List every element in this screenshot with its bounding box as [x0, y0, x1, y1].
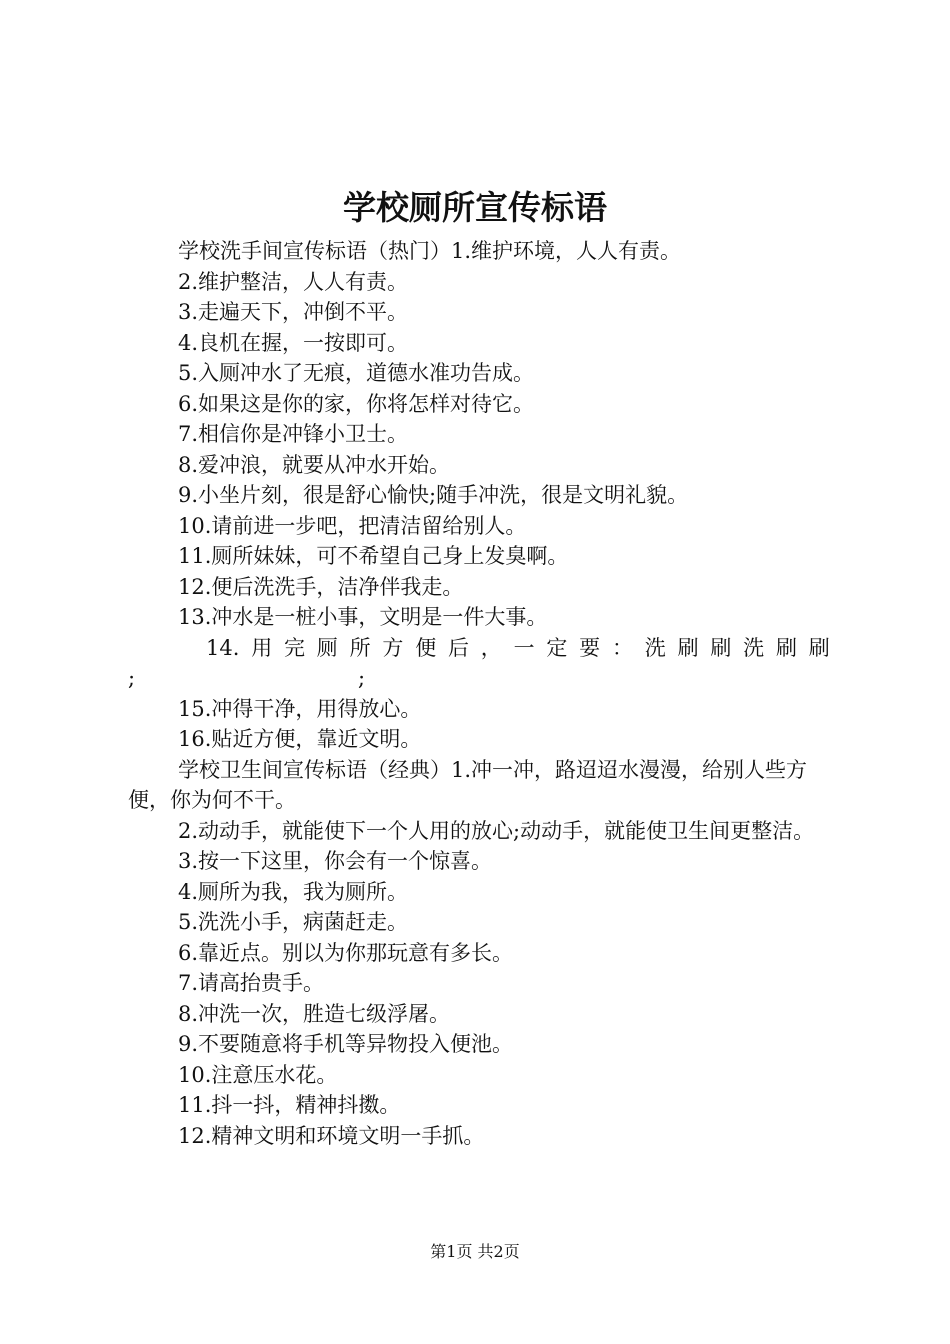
list-item: 4.厕所为我，我为厕所。: [178, 879, 409, 904]
list-item: 3.按一下这里，你会有一个惊喜。: [178, 849, 493, 873]
list-item: 8.冲洗一次，胜造七级浮屠。: [178, 1001, 451, 1026]
item-14-segment: 方: [382, 635, 404, 660]
list-item: 3.走遍天下，冲倒不平。: [178, 300, 409, 324]
item-14-segment: 用: [251, 635, 273, 660]
list-item: 5.入厕冲水了无痕，道德水准功告成。: [178, 361, 535, 385]
list-item: 15.冲得干净，用得放心。: [178, 696, 422, 721]
section1-list: [128, 267, 830, 633]
document-body: [128, 236, 830, 1151]
document-title: 学校厕所宣传标语: [343, 188, 607, 227]
section2-list: [128, 846, 830, 1151]
section1-intro: 学校洗手间宣传标语（热门）1.维护环境，人人有责。: [178, 239, 682, 263]
list-item: 16.贴近方便，靠近文明。: [178, 727, 422, 751]
list-item: 5.洗洗小手，病菌赶走。: [178, 910, 409, 934]
list-item: 8.爱冲浪，就要从冲水开始。: [178, 452, 451, 477]
list-item: 10.注意压水花。: [178, 1062, 338, 1087]
list-item: 12.便后洗洗手，洁净伴我走。: [178, 574, 464, 599]
list-item: 2.维护整洁，人人有责。: [178, 269, 409, 294]
list-item: 9.不要随意将手机等异物投入便池。: [178, 1032, 514, 1056]
list-item: 6.靠近点。别以为你那玩意有多长。: [178, 940, 514, 965]
item-14-segment: 所: [349, 635, 371, 660]
item-14-segment: 完: [284, 635, 305, 660]
item-14-segment: 刷: [710, 635, 732, 660]
list-item: 7.请高抬贵手。: [178, 971, 325, 995]
section1-item-14: [128, 633, 830, 664]
item-14-segment: 刷: [775, 635, 797, 660]
item-14-segment: 后: [447, 635, 469, 660]
item-14-segment: 刷: [677, 635, 699, 660]
list-item: 9.小坐片刻，很是舒心愉快;随手冲洗，很是文明礼貌。: [178, 483, 689, 507]
list-item: 13.冲水是一桩小事，文明是一件大事。: [178, 605, 548, 629]
list-item: 11.抖一抖，精神抖擞。: [178, 1093, 401, 1117]
section2-item-2: 2.动动手，就能使下一个人用的放心;动动手，就能使卫生间更整洁。: [178, 818, 815, 843]
page-footer: 第1页 共2页: [430, 1242, 520, 1261]
item-14-segment: 要: [579, 635, 601, 660]
list-item: 4.良机在握，一按即可。: [178, 330, 409, 355]
item-14-segment: 洗: [644, 635, 666, 660]
item-14-semicolon: ;: [358, 666, 366, 690]
item-14-segment: ：: [611, 635, 633, 660]
item-14-segment: 洗: [743, 635, 765, 660]
section1-list-continued: [128, 694, 830, 755]
list-item: 6.如果这是你的家，你将怎样对待它。: [178, 391, 535, 416]
item-14-semicolon: ;: [128, 666, 136, 690]
list-item: 12.精神文明和环境文明一手抓。: [178, 1123, 485, 1148]
item-14-segment: 便: [415, 635, 437, 660]
list-item: 10.请前进一步吧，把清洁留给别人。: [178, 513, 527, 538]
item-14-segment: 刷: [808, 635, 830, 660]
list-item: 11.厕所妹妹，可不希望自己身上发臭啊。: [178, 544, 569, 568]
item-14-segment: 一: [513, 635, 535, 660]
section2-intro: 学校卫生间宣传标语（经典）1.冲一冲，路迢迢水漫漫，给别人些方便，你为何不干。: [128, 757, 808, 812]
item-14-segment: 14.: [206, 635, 240, 660]
list-item: 7.相信你是冲锋小卫士。: [178, 422, 409, 446]
item-14-segment: ，: [480, 635, 502, 660]
item-14-segment: 厕: [316, 635, 338, 660]
section1-item-14-continuation: [128, 663, 830, 694]
item-14-segment: 定: [546, 635, 568, 660]
